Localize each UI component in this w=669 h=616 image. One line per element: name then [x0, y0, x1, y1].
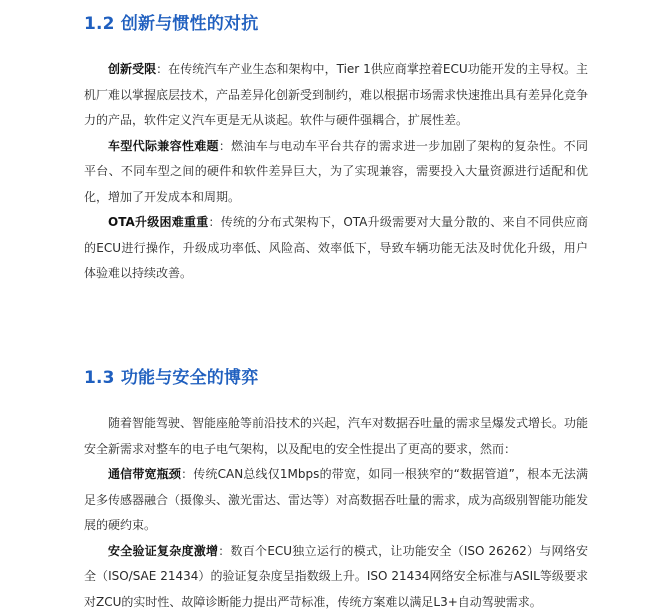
section-body-1-3	[84, 411, 588, 615]
paragraph-text: ：燃油车与电动车平台共存的需求进一步加剧了架构的复杂性。不同平台、不同车型之间的硬件和软件差异巨大，为了实现兼容，需要投入大量资源进行适配和优化，增加了开发成本和周期。	[84, 138, 588, 204]
paragraph-text: ：数百个ECU独立运行的模式，让功能安全（ISO 26262）与网络安全（ISO/SAE 21434）的验证复杂度呈指数级上升。ISO 21434网络安全标准与ASIL等级要求对ZCU的实时性、故障诊断能力提出严苛标准，传统方案难以满足L3+自动驾驶需求。	[84, 543, 588, 609]
paragraph-innovation-limited	[84, 57, 588, 134]
paragraph-text: ：传统CAN总线仅1Mbps的带宽，如同一根狭窄的“数据管道”，根本无法满足多传感器融合（摄像头、激光雷达、雷达等）对高数据吞吐量的需求，成为高级别智能功能发展的硬约束。	[84, 467, 589, 532]
paragraph-text: ：在传统汽车产业生态和架构中，Tier 1供应商掌控着ECU功能开发的主导权。主机厂难以掌握底层技术，产品差异化创新受到制约，难以根据市场需求快速推出具有差异化竞争力的产品，软件定义汽车更是无从谈起。软件与硬件强耦合，扩展性差。	[84, 62, 589, 127]
paragraph-lead: 创新受限	[108, 62, 157, 76]
paragraph-bandwidth	[84, 462, 588, 539]
section-heading-1-2: 1.2 创新与惯性的对抗	[84, 14, 259, 34]
paragraph-intro: 随着智能驾驶、智能座舱等前沿技术的兴起，汽车对数据吞吐量的需求呈爆发式增长。功能安全新需求对整车的电子电气架构，以及配电的安全性提出了更高的要求，然而：	[84, 416, 589, 456]
section-body-1-2	[84, 57, 588, 287]
section-heading-1-3: 1.3 功能与安全的博弈	[84, 368, 259, 388]
paragraph-safety-verification	[84, 539, 588, 616]
paragraph-lead: OTA升级困难重重	[108, 215, 209, 229]
paragraph-ota	[84, 210, 588, 287]
paragraph-lead: 车型代际兼容性难题	[108, 138, 219, 153]
paragraph-lead: 通信带宽瓶颈	[108, 467, 182, 481]
paragraph-text: ：传统的分布式架构下，OTA升级需要对大量分散的、来自不同供应商的ECU进行操作，升级成功率低、风险高、效率低下，导致车辆功能无法及时优化升级，用户体验难以持续改善。	[84, 215, 588, 280]
paragraph-lead: 安全验证复杂度激增	[108, 543, 219, 558]
paragraph-compatibility	[84, 134, 588, 211]
